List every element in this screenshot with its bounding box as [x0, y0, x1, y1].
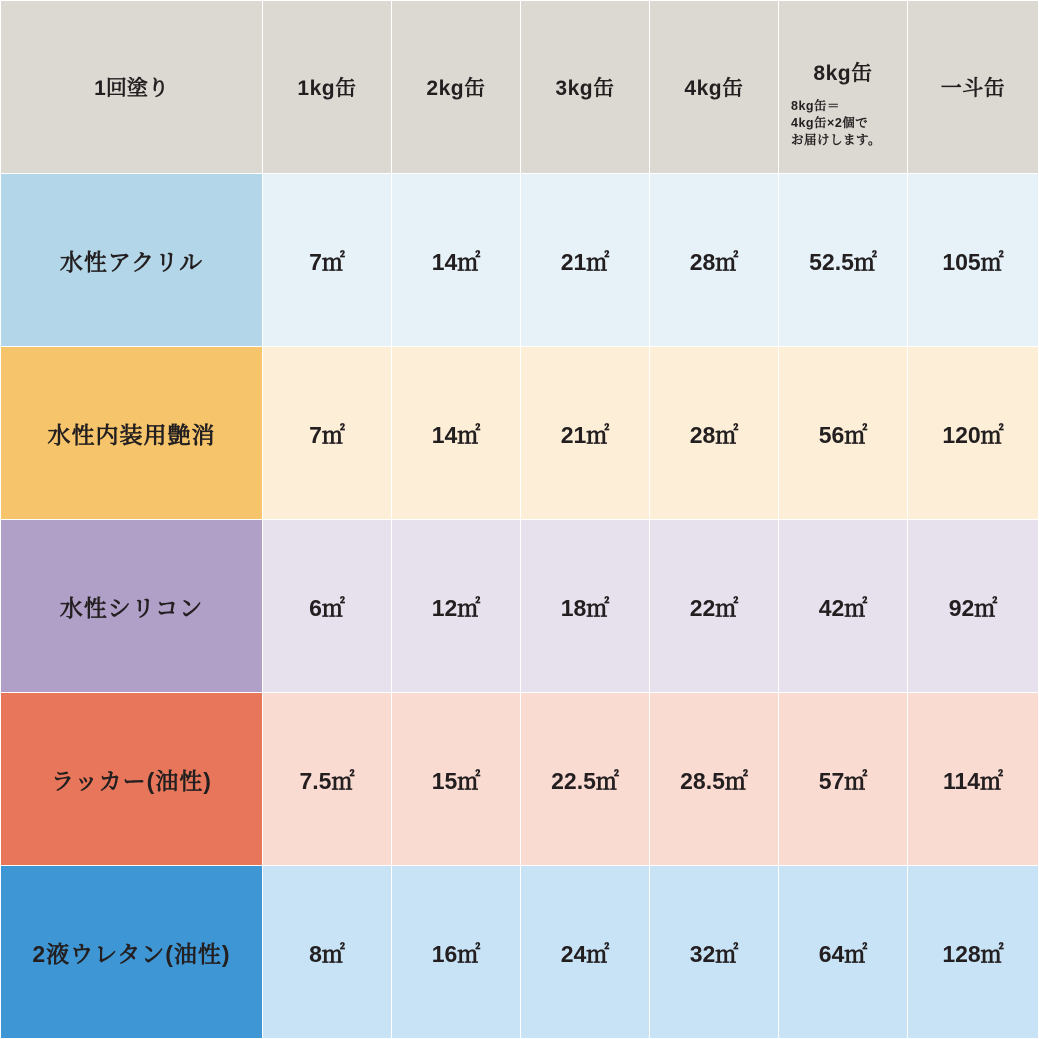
cell-silicone-8kg: 42㎡: [779, 520, 908, 693]
cell-interior-matte-2kg: 14㎡: [392, 347, 521, 520]
cell-acrylic-4kg: 28㎡: [650, 174, 779, 347]
cell-silicone-4kg: 22㎡: [650, 520, 779, 693]
cell-silicone-1kg: 6㎡: [263, 520, 392, 693]
column-header-1kg: 1kg缶: [263, 1, 392, 174]
column-header-2kg: 2kg缶: [392, 1, 521, 174]
column-header-8kg: [779, 1, 908, 174]
column-header-8kg-note: 8kg缶＝ 4kg缶×2個で お届けします。: [791, 99, 882, 147]
cell-lacquer-4kg: 28.5㎡: [650, 693, 779, 866]
cell-silicone-3kg: 18㎡: [521, 520, 650, 693]
cell-silicone-itto: 92㎡: [908, 520, 1039, 693]
cell-2k-urethane-1kg: 8㎡: [263, 866, 392, 1039]
cell-2k-urethane-itto: 128㎡: [908, 866, 1039, 1039]
cell-2k-urethane-3kg: 24㎡: [521, 866, 650, 1039]
row-label-lacquer: ラッカー(油性): [1, 693, 263, 866]
column-header-4kg: 4kg缶: [650, 1, 779, 174]
cell-interior-matte-itto: 120㎡: [908, 347, 1039, 520]
table-row: [1, 866, 1039, 1039]
cell-lacquer-itto: 114㎡: [908, 693, 1039, 866]
cell-lacquer-2kg: 15㎡: [392, 693, 521, 866]
cell-interior-matte-8kg: 56㎡: [779, 347, 908, 520]
table-row: [1, 693, 1039, 866]
cell-2k-urethane-2kg: 16㎡: [392, 866, 521, 1039]
cell-lacquer-3kg: 22.5㎡: [521, 693, 650, 866]
cell-acrylic-2kg: 14㎡: [392, 174, 521, 347]
row-label-silicone: 水性シリコン: [1, 520, 263, 693]
table-row: [1, 174, 1039, 347]
cell-lacquer-8kg: 57㎡: [779, 693, 908, 866]
cell-interior-matte-3kg: 21㎡: [521, 347, 650, 520]
cell-2k-urethane-4kg: 32㎡: [650, 866, 779, 1039]
column-header-itto: 一斗缶: [908, 1, 1039, 174]
cell-silicone-2kg: 12㎡: [392, 520, 521, 693]
table-body: [1, 174, 1039, 1039]
cell-acrylic-1kg: 7㎡: [263, 174, 392, 347]
column-header-8kg-label: 8kg缶: [813, 62, 873, 85]
row-label-interior-matte: 水性内装用艶消: [1, 347, 263, 520]
cell-lacquer-1kg: 7.5㎡: [263, 693, 392, 866]
cell-acrylic-8kg: 52.5㎡: [779, 174, 908, 347]
column-header-3kg: 3kg缶: [521, 1, 650, 174]
cell-acrylic-3kg: 21㎡: [521, 174, 650, 347]
cell-interior-matte-1kg: 7㎡: [263, 347, 392, 520]
table-row: [1, 520, 1039, 693]
table-corner-label: 1回塗り: [1, 1, 263, 174]
cell-interior-matte-4kg: 28㎡: [650, 347, 779, 520]
table-row: [1, 347, 1039, 520]
row-label-acrylic: 水性アクリル: [1, 174, 263, 347]
cell-acrylic-itto: 105㎡: [908, 174, 1039, 347]
cell-2k-urethane-8kg: 64㎡: [779, 866, 908, 1039]
table-header-row: [1, 1, 1039, 174]
row-label-2k-urethane: 2液ウレタン(油性): [1, 866, 263, 1039]
